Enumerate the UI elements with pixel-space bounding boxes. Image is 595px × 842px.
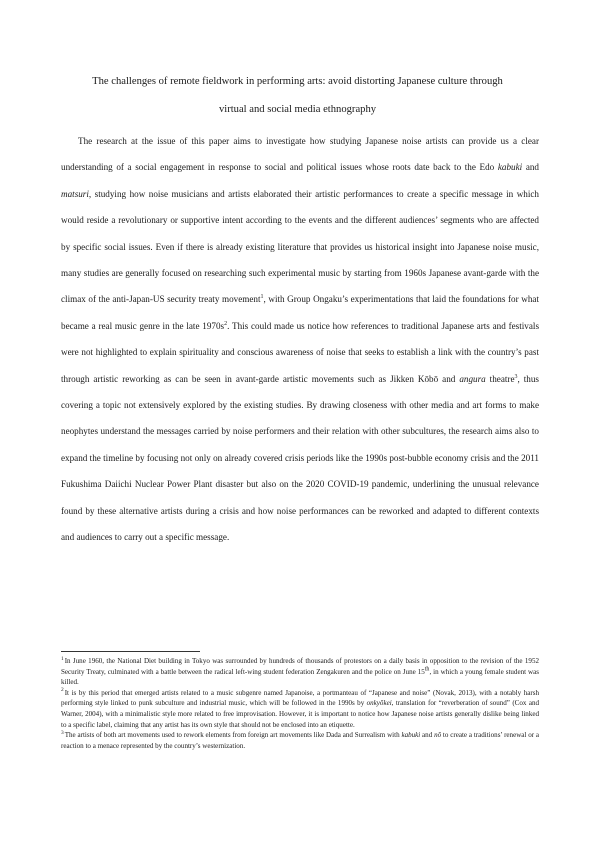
footnote-2 <box>61 688 539 730</box>
footnote-text: , in which a young female student was killed. <box>61 667 540 687</box>
footnote-text: to create a traditions’ renewal or a reaction to a menace represented by the country’s westernization. <box>61 731 540 750</box>
footnote-number: 1 <box>61 655 64 662</box>
term-angura: angura <box>459 373 486 384</box>
body-text-1: The research at the issue of this paper aims to investigate how studying Japanese noise artists can provide us a clear understanding of a social engagement in response to social and political issues whose roots date back to the Edo <box>61 136 539 173</box>
footnote-text: It is by this period that emerged artists related to a music subgenre named Japanoise, a portmanteau of “Japanese and noise” (Novak, 2013), with a notably harsh performing style linked to punk subculture and industrial music, which will be followed in the 1990s by <box>61 688 539 708</box>
title-line-1: The challenges of remote fieldwork in performing arts: avoid distorting Japanese culture through <box>92 76 503 87</box>
footnote-number: 3 <box>61 729 64 736</box>
footnote-ref-3[interactable]: 3 <box>514 373 518 380</box>
term-kabuki: kabuki <box>497 162 523 173</box>
footnote-3 <box>61 730 539 751</box>
footnote-number: 2 <box>61 687 64 694</box>
footnote-text: In June 1960, the National Diet building in Tokyo was surrounded by hundreds of thousands of protestors on a daily basis in opposition to the revision of the 1952 Security Treaty, culminated with a battle between the radical left-wing student federation Zengakuren and the police on June 15 <box>61 657 539 676</box>
term-no: nō <box>434 731 442 740</box>
body-text-4: . This could made us notice how references to traditional Japanese arts and festivals were not highlighted to explain spirituality and conscious awareness of noise that seeks to establish a link with the country’s past through artistic reworking as can be seen in avant-garde artistic movements such as Jikken Kōbō and <box>61 320 540 384</box>
footnote-text: , translation for “reverberation of sound” (Cox and Warner, 2004), with a minimalistic style more related to free improvisation. However, it is important to notice how Japanese noise artists generally dislike being linked to a specific label, claiming that any artist has its own style that should not be enclosed into an etiquette. <box>61 699 539 729</box>
term-onkyokei: onkyōkei <box>366 699 392 708</box>
body-paragraph <box>61 128 539 551</box>
term-kabuki: kabuki <box>401 731 421 740</box>
term-matsuri: matsuri <box>61 188 89 199</box>
footnote-text: The artists of both art movements used to rework elements from foreign art movements like Dada and Surrealism with <box>64 731 402 740</box>
footnote-1 <box>61 656 539 688</box>
footnote-separator <box>61 651 200 652</box>
body-text-5: theatre <box>485 373 515 384</box>
footnote-ref-2[interactable]: 2 <box>224 320 228 327</box>
body-text-6: , thus covering a topic not extensively explored by the existing studies. By drawing closeness with other media and art forms to make neophytes understand the messages carried by noise performers and their relation with other subcultures, the research aims also to expand the timeline by focusing not only on already covered crisis periods like the 1990s post-bubble economy crisis and the 2011 Fukushima Daiichi Nuclear Power Plant disaster but also on the 2020 COVID-19 pandemic, underlining the unusual relevance found by these alternative artists during a crisis and how noise performances can be reworked and adapted to different contexts and audiences to carry out a specific message. <box>61 373 539 543</box>
footnotes <box>61 656 539 751</box>
title-line-2: virtual and social media ethnography <box>218 104 377 115</box>
footnote-text: and <box>420 731 435 740</box>
footnote-superscript: th <box>424 666 430 673</box>
body-text-2: , studying how noise musicians and artists elaborated their artistic performances to create a specific message in which would reside a revolutionary or supportive intent according to the events and the different audiences’ segments who are affected by specific social issues. Even if there is already existing literature that provides us historical insight into Japanese noise music, many studies are generally focused on researching such experimental music by starting from 1960s Japanese avant-garde with the climax of the anti-Japan-US security treaty movement <box>61 188 539 305</box>
body-conjunction: and <box>522 162 539 173</box>
footnote-ref-1[interactable]: 1 <box>260 294 264 301</box>
paper-title <box>60 68 535 124</box>
body-text-3: , with Group Ongaku’s experimentations that laid the foundations for what became a real music genre in the late 1970s <box>61 294 539 331</box>
